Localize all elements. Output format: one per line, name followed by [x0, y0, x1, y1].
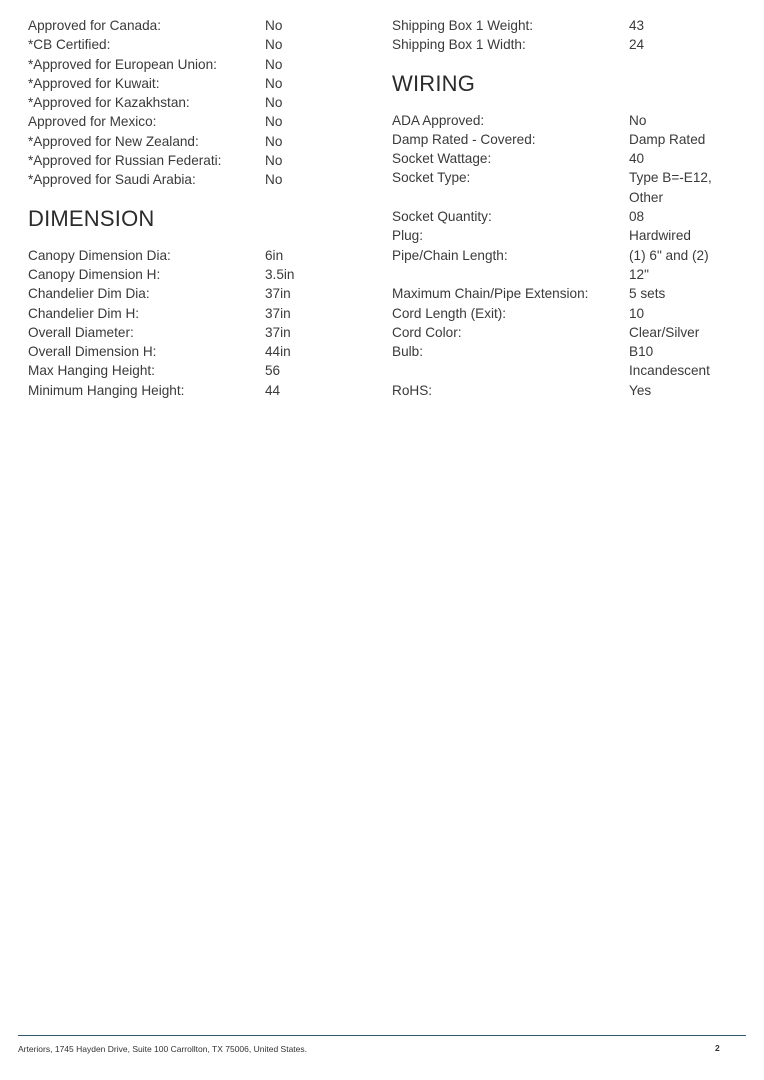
spec-row: [28, 342, 358, 361]
left-column: [28, 16, 358, 400]
page-number: 2: [715, 1043, 720, 1053]
spec-row: [392, 246, 742, 285]
spec-row: [28, 381, 358, 400]
spec-row: [28, 265, 358, 284]
spec-value: 10: [629, 305, 645, 321]
spec-label: Socket Wattage:: [392, 151, 492, 167]
spec-value: No: [265, 18, 283, 33]
spec-row: [28, 304, 358, 323]
spec-value: 40: [629, 151, 645, 167]
spec-label: *Approved for Kazakhstan:: [28, 95, 190, 111]
spec-label: *CB Certified:: [28, 37, 111, 53]
spec-value: No: [265, 95, 283, 111]
spec-label: *Approved for Russian Federati:: [28, 153, 222, 169]
spec-label: RoHS:: [392, 382, 433, 398]
spec-value: Hardwired: [629, 228, 691, 244]
spec-value: Yes: [629, 382, 652, 398]
spec-label: Plug:: [392, 228, 423, 244]
spec-row: [392, 284, 742, 303]
spec-row: [392, 226, 742, 245]
spec-row: [28, 93, 358, 112]
spec-row: [28, 246, 358, 265]
spec-label: Shipping Box 1 Weight:: [392, 18, 534, 33]
spec-row: [28, 74, 358, 93]
spec-value: No: [265, 75, 283, 91]
spec-row: [28, 323, 358, 342]
spec-value: 24: [629, 37, 645, 53]
spec-value: Type B=-E12, Other: [629, 170, 712, 205]
spec-row: [392, 111, 742, 130]
spec-label: Pipe/Chain Length:: [392, 247, 508, 263]
spec-label: Chandelier Dim Dia:: [28, 286, 150, 302]
spec-label: Canopy Dimension H:: [28, 266, 161, 282]
spec-label: *Approved for New Zealand:: [28, 133, 199, 149]
spec-row: [392, 207, 742, 226]
spec-value: Clear/Silver: [629, 324, 700, 340]
approvals-list: [28, 16, 358, 190]
spec-label: *Approved for European Union:: [28, 56, 217, 72]
dimension-heading: DIMENSION: [28, 205, 155, 231]
spec-row: [28, 151, 358, 170]
spec-label: Canopy Dimension Dia:: [28, 247, 171, 263]
spec-row: [28, 112, 358, 131]
spec-value: 37in: [265, 286, 291, 302]
spec-value: 43: [629, 18, 645, 33]
wiring-list: [392, 111, 742, 400]
spec-value: 56: [265, 363, 281, 379]
spec-value: No: [265, 153, 283, 169]
spec-value: No: [265, 37, 283, 53]
spec-value: No: [629, 112, 647, 128]
spec-value: 37in: [265, 324, 291, 340]
spec-label: Overall Diameter:: [28, 324, 134, 340]
spec-value: Damp Rated: [629, 131, 706, 147]
spec-row: [392, 323, 742, 342]
spec-label: ADA Approved:: [392, 112, 485, 128]
spec-value: No: [265, 56, 283, 72]
spec-label: Cord Length (Exit):: [392, 305, 507, 321]
spec-value: No: [265, 172, 283, 188]
spec-label: Cord Color:: [392, 324, 462, 340]
spec-row: [392, 149, 742, 168]
spec-value: No: [265, 133, 283, 149]
dimension-list: [28, 246, 358, 400]
wiring-heading: WIRING: [392, 70, 476, 96]
spec-row: [392, 381, 742, 400]
spec-value: (1) 6" and (2) 12": [629, 247, 709, 282]
footer-divider: [18, 1035, 746, 1036]
spec-label: Overall Dimension H:: [28, 344, 157, 360]
spec-value: 3.5in: [265, 266, 295, 282]
spec-row: [392, 16, 742, 35]
spec-value: B10 Incandescent: [629, 344, 710, 379]
spec-label: Damp Rated - Covered:: [392, 131, 536, 147]
spec-value: No: [265, 114, 283, 130]
spec-label: Shipping Box 1 Width:: [392, 37, 526, 53]
spec-value: 37in: [265, 305, 291, 321]
footer-address: Arteriors, 1745 Hayden Drive, Suite 100 Carrollton, TX 75006, United States.: [18, 1044, 307, 1054]
spec-row: [392, 35, 742, 54]
spec-row: [28, 35, 358, 54]
spec-value: 44: [265, 382, 281, 398]
spec-value: 5 sets: [629, 286, 666, 302]
right-column: [392, 16, 742, 400]
spec-row: [392, 168, 742, 207]
spec-label: *Approved for Saudi Arabia:: [28, 172, 196, 188]
spec-label: Minimum Hanging Height:: [28, 382, 185, 398]
spec-label: *Approved for Kuwait:: [28, 75, 160, 91]
spec-label: Chandelier Dim H:: [28, 305, 140, 321]
spec-row: [28, 16, 358, 35]
spec-row: [28, 361, 358, 380]
spec-label: Socket Quantity:: [392, 209, 492, 225]
spec-row: [392, 304, 742, 323]
spec-row: [28, 284, 358, 303]
spec-label: Maximum Chain/Pipe Extension:: [392, 286, 589, 302]
spec-label: Approved for Mexico:: [28, 114, 157, 130]
spec-row: [28, 170, 358, 189]
spec-row: [28, 55, 358, 74]
spec-value: 08: [629, 209, 645, 225]
spec-row: [392, 342, 742, 381]
spec-value: 44in: [265, 344, 291, 360]
spec-label: Approved for Canada:: [28, 18, 162, 33]
spec-label: Socket Type:: [392, 170, 471, 186]
spec-label: Max Hanging Height:: [28, 363, 155, 379]
spec-row: [392, 130, 742, 149]
spec-value: 6in: [265, 247, 284, 263]
spec-label: Bulb:: [392, 344, 423, 360]
shipping-list: [392, 16, 742, 55]
spec-row: [28, 132, 358, 151]
